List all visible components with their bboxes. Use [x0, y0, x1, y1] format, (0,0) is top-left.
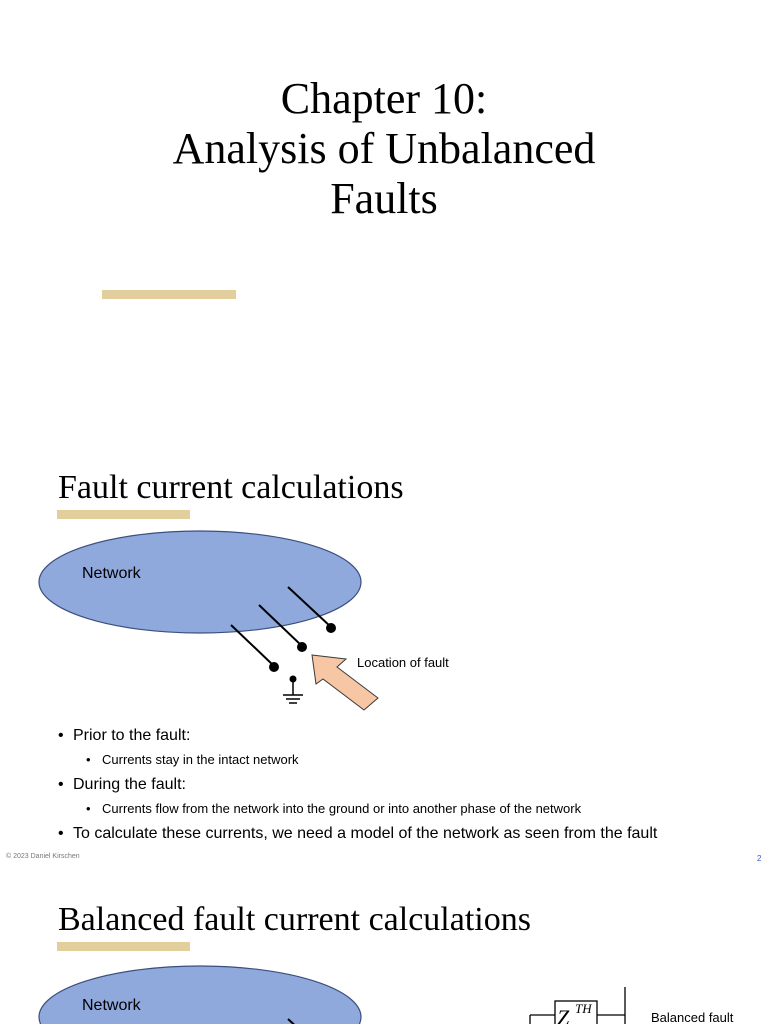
chapter-title-line-2: Analysis of Unbalanced	[172, 124, 596, 173]
network-label: Network	[82, 565, 141, 582]
page-number: 2	[757, 854, 762, 863]
chapter-title	[0, 74, 768, 224]
bullet-item: • To calculate these currents, we need a model of the network as seen from the fault	[58, 825, 658, 842]
thevenin-impedance	[530, 987, 625, 1024]
slide-title: Fault current calculations	[58, 469, 404, 506]
chapter-title-line-1: Chapter 10:	[280, 74, 488, 123]
balanced-fault-diagram	[0, 957, 768, 1024]
sub-bullet-text: Currents stay in the intact network	[102, 752, 299, 767]
network-ellipse	[39, 966, 361, 1024]
sub-bullet-text: Currents flow from the network into the ground or into another phase of the network	[102, 801, 582, 816]
ground-icon	[283, 676, 303, 704]
phase-terminal-b	[297, 642, 307, 652]
network-fault-diagram	[0, 522, 520, 722]
phase-terminal-c	[269, 662, 279, 672]
bullet-item: • During the fault:	[58, 776, 186, 793]
title-accent-bar	[57, 510, 190, 519]
slide-title: Balanced fault current calculations	[58, 901, 531, 938]
sub-bullet-item: • Currents flow from the network into the ground or into another phase of the network	[86, 801, 582, 816]
bullet-text: During the fault:	[73, 776, 186, 793]
title-accent-bar	[57, 942, 190, 951]
title-slide	[0, 0, 768, 432]
fault-location-label: Location of fault	[357, 655, 449, 670]
bullet-item: • Prior to the fault:	[58, 727, 191, 744]
copyright-footer: © 2023 Daniel Kirschen	[6, 853, 80, 860]
fault-current-slide	[0, 432, 768, 872]
balanced-fault-slide	[0, 872, 768, 1024]
sub-bullet-item: • Currents stay in the intact network	[86, 752, 299, 767]
phase-line-c	[231, 625, 274, 666]
network-label: Network	[82, 997, 141, 1014]
bullet-text: To calculate these currents, we need a model of the network as seen from the fault	[73, 825, 658, 842]
chapter-title-line-3: Faults	[330, 174, 438, 223]
title-accent-bar	[102, 290, 236, 299]
impedance-label: Z	[557, 1005, 570, 1024]
bullet-text: Prior to the fault:	[73, 727, 191, 744]
network-ellipse	[39, 531, 361, 633]
balanced-fault-label: Balanced fault	[651, 1010, 734, 1024]
impedance-superscript: TH	[575, 1001, 592, 1016]
bullet-list	[58, 726, 758, 849]
phase-terminal-a	[326, 623, 336, 633]
